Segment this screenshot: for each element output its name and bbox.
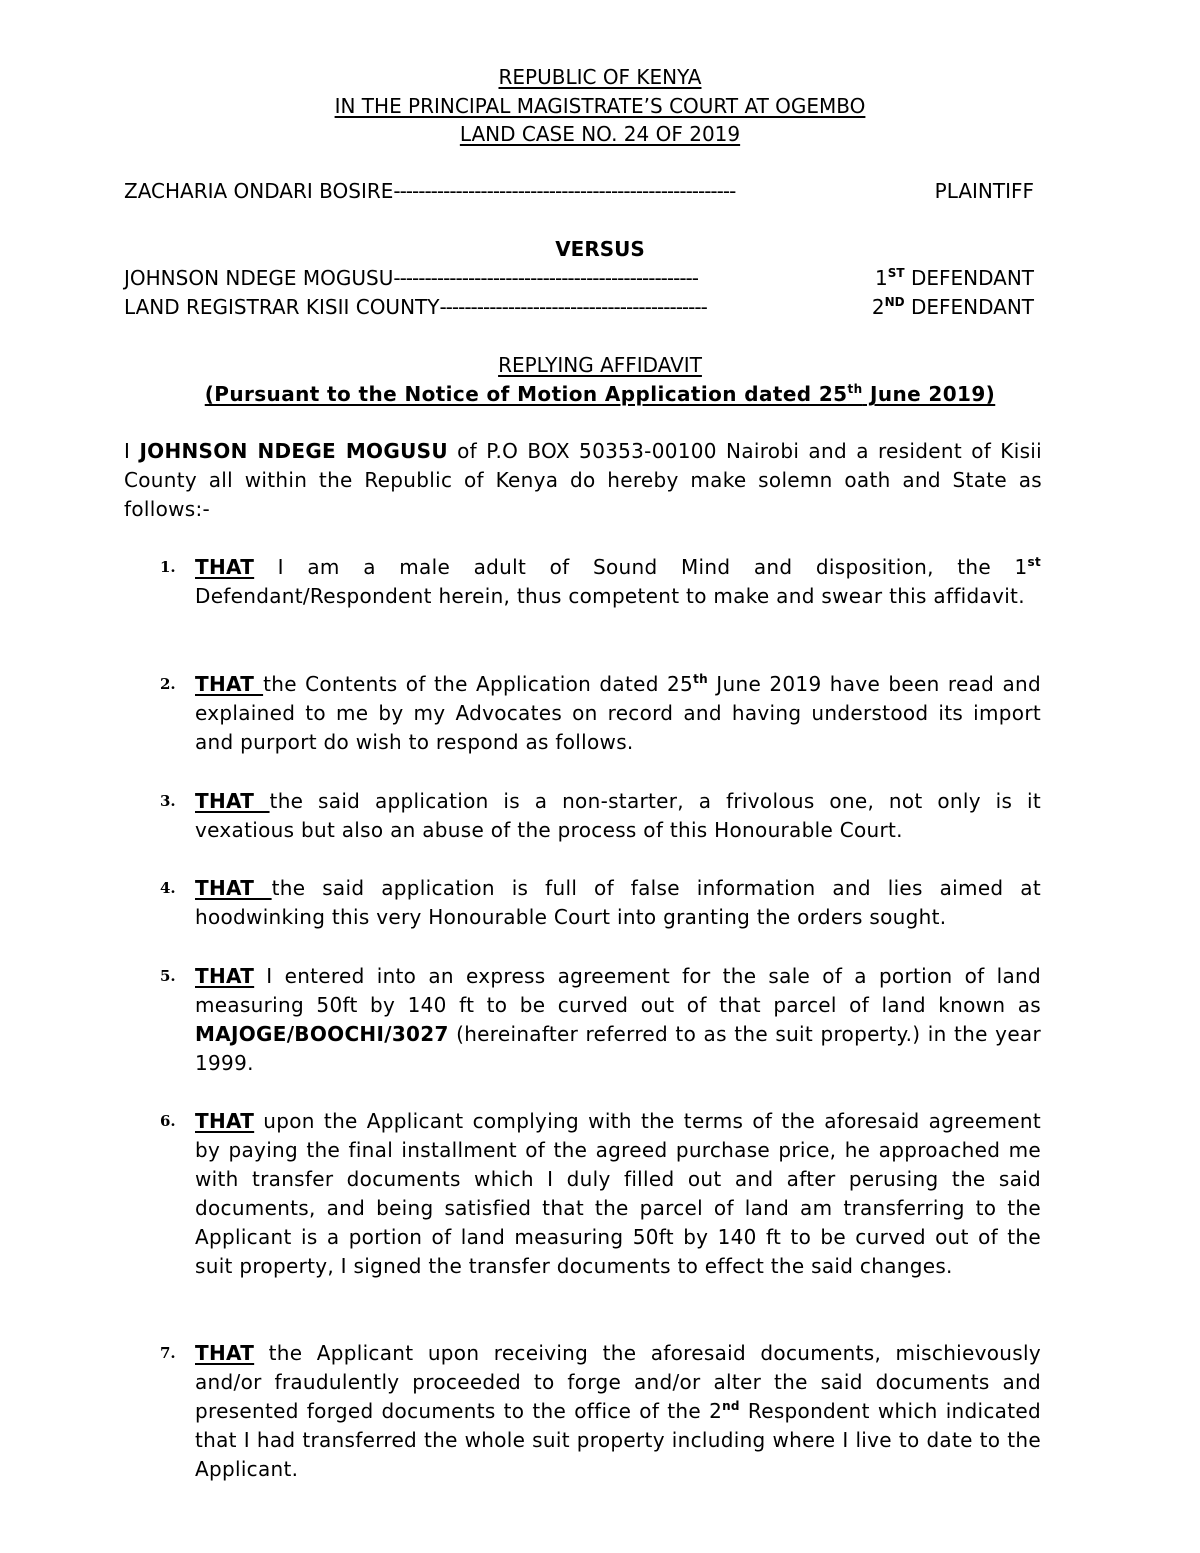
paragraph-number: 6. [160, 1112, 176, 1130]
defendant-2-line [124, 293, 1034, 321]
property-reference: MAJOGE/BOOCHI/3027 [195, 1022, 449, 1046]
paragraph-2 [195, 670, 1041, 757]
defendant-1-name: JOHNSON NDEGE MOGUSU [124, 266, 394, 290]
that-keyword: THAT [195, 555, 255, 579]
defendant-2-suffix: ND [884, 295, 905, 309]
paragraph-number: 7. [160, 1344, 176, 1362]
ordinal-suffix: nd [722, 1399, 740, 1413]
paragraph-6 [195, 1107, 1041, 1281]
intro-text-a: I [124, 439, 140, 463]
subtitle-text-a: (Pursuant to the Notice of Motion Application dated 25 [204, 382, 848, 406]
that-keyword: THAT [195, 1341, 255, 1365]
paragraph-text-a: the said application is full of false information and lies aimed at hoodwinking this very Honourable Court into granting the orders sought. [195, 876, 1041, 929]
that-keyword: THAT [195, 672, 264, 696]
defendant-1-role: DEFENDANT [904, 266, 1034, 290]
paragraph-text-b: Respondent which indicated that I had transferred the whole suit property including where I live to date to the Applicant. [195, 1399, 1041, 1481]
subtitle-text-b: June 2019) [862, 382, 996, 406]
paragraph-7 [195, 1339, 1041, 1484]
defendant-1-line [124, 264, 1034, 292]
defendant-2-name: LAND REGISTRAR KISII COUNTY [124, 295, 440, 319]
subtitle-suffix: th [847, 382, 863, 396]
defendant-1-suffix: ST [887, 266, 905, 280]
defendant-1-dashes: ------------------------------------------------- [393, 266, 698, 290]
paragraph-number: 3. [160, 792, 176, 810]
defendant-2-ordinal: 2 [871, 295, 885, 319]
defendant-2-role: DEFENDANT [904, 295, 1034, 319]
intro-text-b: of P.O BOX 50353-00100 Nairobi and a resident of Kisii County all within the Republic of Kenya do hereby make solemn oath and State as follows:- [124, 439, 1043, 521]
paragraph-text-b: Defendant/Respondent herein, thus competent to make and swear this affidavit. [195, 584, 1025, 608]
header-republic: REPUBLIC OF KENYA [498, 65, 702, 89]
that-keyword: THAT [195, 789, 270, 813]
deponent-name: JOHNSON NDEGE MOGUSU [139, 439, 448, 463]
paragraph-5 [195, 962, 1041, 1078]
paragraph-text-b: (hereinafter referred to as the suit property.) in the year 1999. [195, 1022, 1041, 1075]
paragraph-text-a: I entered into an express agreement for the sale of a portion of land measuring 50ft by 140 ft to be curved out of that parcel of land known as [195, 964, 1041, 1017]
ordinal-suffix: th [693, 672, 708, 686]
versus-label: VERSUS [555, 237, 645, 261]
plaintiff-line [124, 177, 1034, 205]
defendant-1-ordinal: 1 [875, 266, 888, 290]
paragraph-1 [195, 553, 1041, 611]
defendant-2-dashes: ------------------------------------------- [439, 295, 707, 319]
affidavit-subtitle [0, 380, 1200, 408]
paragraph-number: 1. [160, 558, 176, 576]
paragraph-text-b: June 2019 have been read and explained to me by my Advocates on record and having understood its import and purport do wish to respond as follows. [195, 672, 1041, 754]
plaintiff-name: ZACHARIA ONDARI BOSIRE [124, 179, 394, 203]
paragraph-text-a: the Applicant upon receiving the aforesaid documents, mischievously and/or fraudulently proceeded to forge and/or alter the said documents and presented forged documents to the office of the 2 [195, 1341, 1041, 1423]
affidavit-title: REPLYING AFFIDAVIT [498, 353, 702, 377]
intro-paragraph [124, 437, 1042, 524]
paragraph-number: 2. [160, 675, 176, 693]
that-keyword: THAT [195, 876, 272, 900]
paragraph-text-a: the said application is a non-starter, a frivolous one, not only is it vexatious but also an abuse of the process of this Honourable Court. [195, 789, 1041, 842]
paragraph-text-a: I am a male adult of Sound Mind and disposition, the 1 [254, 555, 1028, 579]
plaintiff-role: PLAINTIFF [934, 179, 1034, 203]
paragraph-text-a: the Contents of the Application dated 25 [263, 672, 694, 696]
plaintiff-dashes: ------------------------------------------------------- [393, 179, 736, 203]
that-keyword: THAT [195, 1109, 255, 1133]
paragraph-number: 5. [160, 967, 176, 985]
ordinal-suffix: st [1027, 555, 1041, 569]
defendant-1-role-group [875, 264, 1034, 292]
that-keyword: THAT [195, 964, 255, 988]
paragraph-3 [195, 787, 1041, 845]
defendant-2-role-group [872, 293, 1034, 321]
header-case-number: LAND CASE NO. 24 OF 2019 [459, 122, 741, 146]
paragraph-number: 4. [160, 879, 176, 897]
paragraph-4 [195, 874, 1041, 932]
header-court: IN THE PRINCIPAL MAGISTRATE’S COURT AT OGEMBO [334, 94, 866, 118]
paragraph-text-a: upon the Applicant complying with the terms of the aforesaid agreement by paying the final installment of the agreed purchase price, he approached me with transfer documents which I duly filled out and after perusing the said documents, and being satisfied that the parcel of land am transferring to the Applicant is a portion of land measuring 50ft by 140 ft to be curved out of the suit property, I signed the transfer documents to effect the said changes. [195, 1109, 1041, 1278]
